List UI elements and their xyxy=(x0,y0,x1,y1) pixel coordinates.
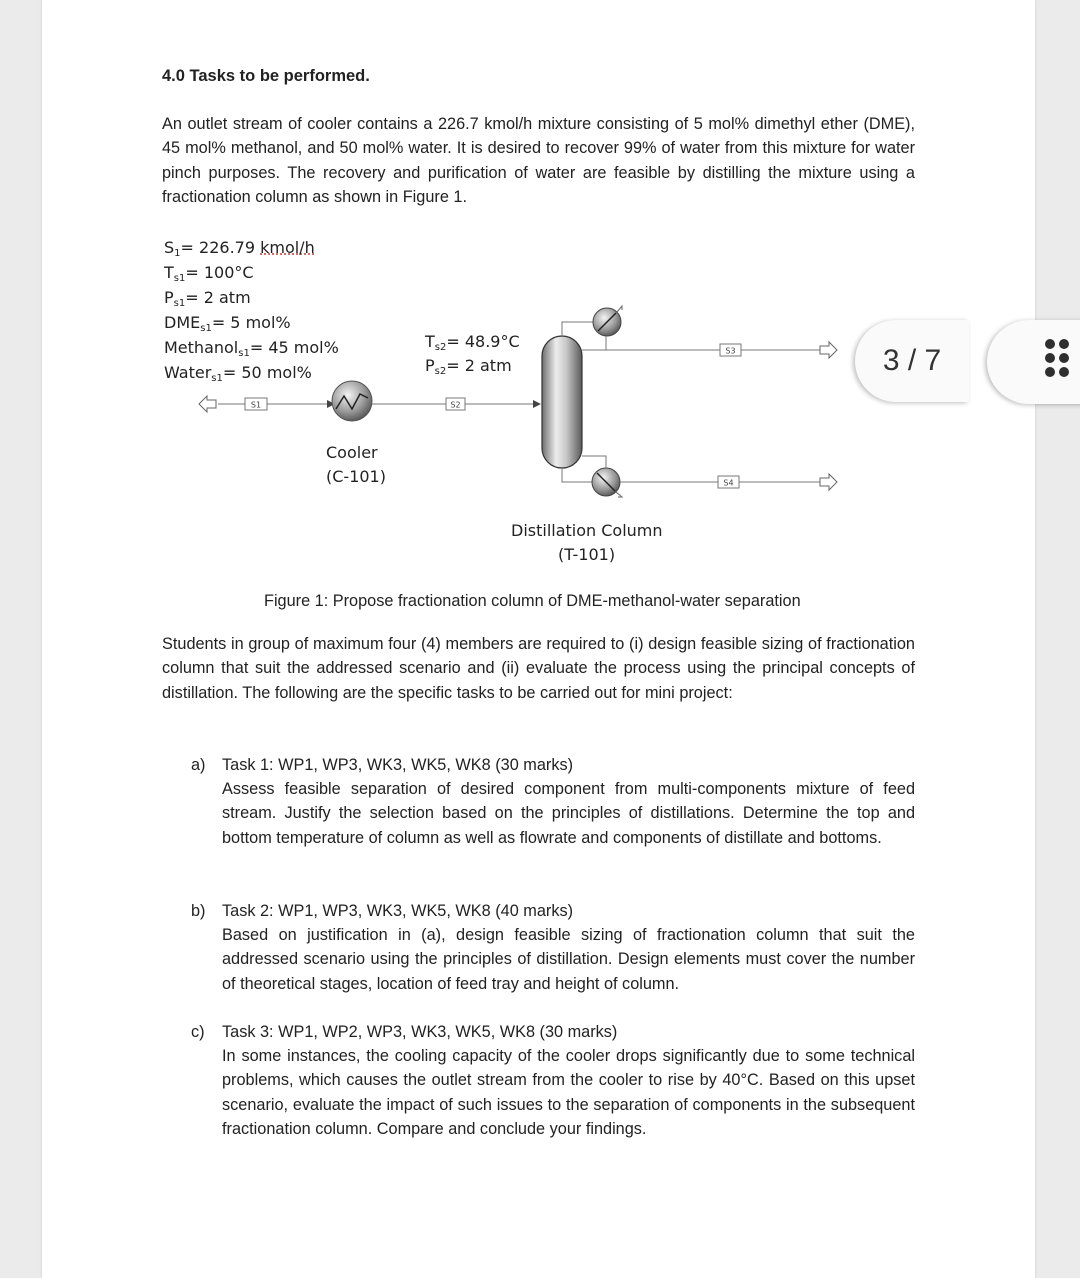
s1-methanol-value: = 45 mol% xyxy=(249,338,339,357)
s1-dme-symbol: DME xyxy=(164,313,201,332)
reboiler-vent-icon xyxy=(616,492,622,497)
s1-flow-symbol: S xyxy=(164,238,175,257)
s2-temp-value: = 48.9°C xyxy=(446,332,520,351)
s1-pressure-symbol: P xyxy=(164,288,174,307)
column-tag: (T-101) xyxy=(558,545,616,564)
task-a-letter: a) xyxy=(191,756,206,774)
condenser-vent-icon xyxy=(617,306,622,312)
s1-temp-value: = 100°C xyxy=(185,263,254,282)
s1-dme-value: = 5 mol% xyxy=(211,313,291,332)
s1-dme-subscript: s1 xyxy=(200,323,212,334)
reflux-pipe xyxy=(582,336,606,350)
task-c-title: Task 3: WP1, WP2, WP3, WK3, WK5, WK8 (30 marks) xyxy=(222,1023,618,1041)
s4-outlet-arrow-icon xyxy=(820,474,837,490)
bottoms-pipe xyxy=(562,468,594,482)
s1-inlet-arrow-icon xyxy=(199,396,216,412)
page-indicator[interactable] xyxy=(855,320,969,402)
s1-water-value: = 50 mol% xyxy=(222,363,312,382)
boilup-pipe xyxy=(582,456,606,468)
s2-temp-subscript: s2 xyxy=(434,342,447,353)
s1-flow-value: = 226.79 xyxy=(180,238,261,257)
cooler-icon xyxy=(332,381,372,421)
task-c-body: In some instances, the cooling capacity of the cooler drops significantly due to some technical problems, which causes the outlet stream from the cooler to rise by 40°C. Based on this upset scenario, evaluate the impact of such issues to the separation of components in the subsequent fractionation column. Compare and conclude your findings. xyxy=(222,1047,915,1138)
task-a-body: Assess feasible separation of desired component from multi-components mixture of feed stream. Justify the selection based on the principles of distillations. Determine the top and bottom temperature of column as well as flowrate and components of distillate and bottoms. xyxy=(222,780,915,847)
s1-label: S1 xyxy=(250,400,262,410)
s2-pressure-subscript: s2 xyxy=(434,366,447,377)
s2-pressure-symbol: P xyxy=(425,356,435,375)
s1-temp-subscript: s1 xyxy=(173,273,186,284)
cooler-tag: (C-101) xyxy=(326,467,386,486)
overhead-pipe xyxy=(562,322,594,336)
s1-pressure-subscript: s1 xyxy=(173,298,186,309)
more-options-button[interactable] xyxy=(987,320,1080,404)
s1-pressure-value: = 2 atm xyxy=(185,288,251,307)
page-indicator-text: 3 / 7 xyxy=(882,344,942,377)
figure-caption: Figure 1: Propose fractionation column of DME-methanol-water separation xyxy=(264,592,801,610)
students-paragraph: Students in group of maximum four (4) members are required to (i) design feasible sizing of fractionation column that suit the addressed scenario and (ii) evaluate the process using the principal concepts of distillation. The following are the specific tasks to be carried out for mini project: xyxy=(162,635,915,702)
cooler-name: Cooler xyxy=(326,443,378,462)
s2-temp-symbol: T xyxy=(425,332,435,351)
task-b-body: Based on justification in (a), design feasible sizing of fractionation column that suit the addressed scenario using the principles of distillation. Design elements must cover the number of theoretical stages, location of feed tray and height of column. xyxy=(222,926,915,993)
s2-pressure-value: = 2 atm xyxy=(446,356,512,375)
s3-outlet-arrow-icon xyxy=(820,342,837,358)
s1-water-subscript: s1 xyxy=(211,373,223,384)
s1-methanol-symbol: Methanol xyxy=(164,338,239,357)
section-heading: 4.0 Tasks to be performed. xyxy=(162,67,370,85)
task-a-title: Task 1: WP1, WP3, WK3, WK5, WK8 (30 marks) xyxy=(222,756,574,774)
s4-label: S4 xyxy=(723,478,734,488)
distillation-column-icon xyxy=(542,336,582,468)
s1-methanol-subscript: s1 xyxy=(238,348,250,359)
s3-label: S3 xyxy=(725,346,736,356)
process-flow-diagram xyxy=(0,0,1080,600)
column-name: Distillation Column xyxy=(511,521,663,540)
task-b-title: Task 2: WP1, WP3, WK3, WK5, WK8 (40 marks) xyxy=(222,902,574,920)
intro-paragraph: An outlet stream of cooler contains a 226.7 kmol/h mixture consisting of 5 mol% dimethyl ether (DME), 45 mol% methanol, and 50 mol% water. It is desired to recover 99% of water from this mixture for water pinch purposes. The recovery and purification of water are feasible by distilling the mixture using a fractionation column as shown in Figure 1. xyxy=(162,115,915,206)
task-c-letter: c) xyxy=(191,1023,205,1041)
s1-flow-unit: kmol/h xyxy=(260,238,315,257)
s1-water-symbol: Water xyxy=(164,363,212,382)
s2-label: S2 xyxy=(450,400,461,410)
s1-temp-symbol: T xyxy=(164,263,174,282)
s1-flow-subscript: 1 xyxy=(174,248,181,259)
task-b-letter: b) xyxy=(191,902,206,920)
s2-arrowhead-icon xyxy=(533,400,541,408)
